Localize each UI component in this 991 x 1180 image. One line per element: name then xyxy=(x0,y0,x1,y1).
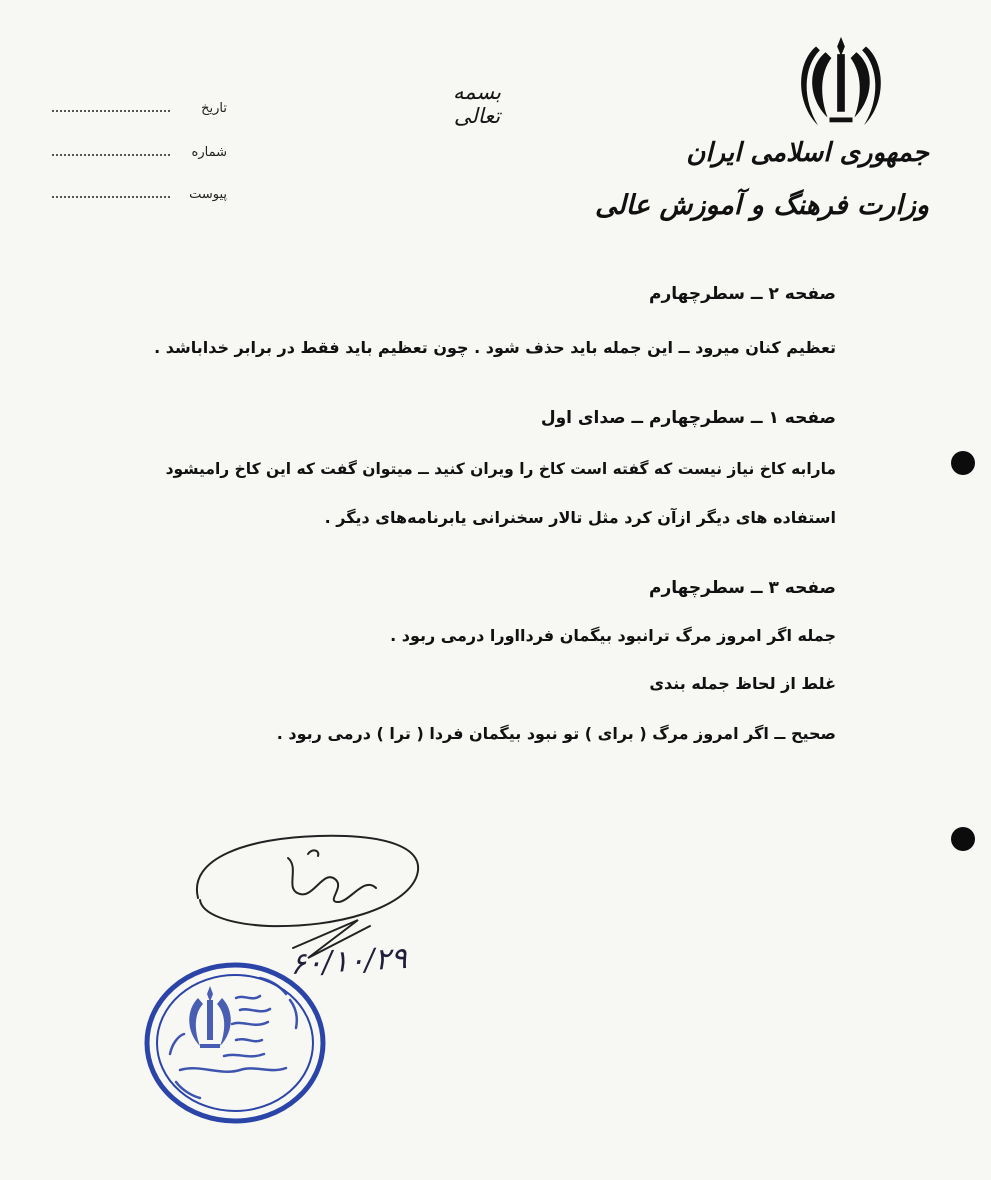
iran-emblem-icon xyxy=(793,33,889,129)
attachment-label: پیوست xyxy=(189,187,227,202)
attachment-dotted-line xyxy=(52,196,170,198)
line-page2-heading: صفحه ۲ ــ سطرچهارم xyxy=(649,284,836,304)
line-page3-heading: صفحه ۳ ــ سطرچهارم xyxy=(649,578,836,598)
handwritten-date: ۶۰/۱۰/۲۹ xyxy=(289,940,408,983)
punch-hole-top xyxy=(951,451,975,475)
number-label: شماره xyxy=(191,145,227,160)
date-label: تاریخ xyxy=(201,101,227,116)
letterhead-country: جمهوری اسلامی ایران xyxy=(686,138,929,168)
ministry-stamp xyxy=(140,958,330,1128)
punch-hole-bottom xyxy=(951,827,975,851)
line-page3-sentence: جمله اگر امروز مرگ ترانبود بیگمان فردااورا درمی ربود . xyxy=(390,626,836,645)
invocation-heading: بسمه تعالی xyxy=(453,80,501,128)
line-page3-correction: صحیح ــ اگر امروز مرگ ( برای ) تو نبود بیگمان فردا ( ترا ) درمی ربود . xyxy=(276,724,836,743)
line-page1-text-2: استفاده های دیگر ازآن کرد مثل تالار سخنرانی یابرنامه‌های دیگر . xyxy=(324,508,836,527)
line-page3-error-note: غلط از لحاظ جمله بندی xyxy=(649,674,836,693)
line-page2-text: تعظیم کنان میرود ــ این جمله باید حذف شود . چون تعظیم باید فقط در برابر خداباشد . xyxy=(154,338,836,357)
number-dotted-line xyxy=(52,154,170,156)
line-page1-heading: صفحه ۱ ــ سطرچهارم ــ صدای اول xyxy=(540,408,836,428)
date-dotted-line xyxy=(52,110,170,112)
date-field xyxy=(52,92,227,116)
line-page1-text-1: مارابه کاخ نیاز نیست که گفته است کاخ را ویران کنید ــ میتوان گفت که این کاخ رامیشود xyxy=(165,460,836,478)
letterhead-ministry: وزارت فرهنگ و آموزش عالی xyxy=(594,190,929,221)
number-field xyxy=(52,136,227,160)
attachment-field xyxy=(52,178,227,202)
